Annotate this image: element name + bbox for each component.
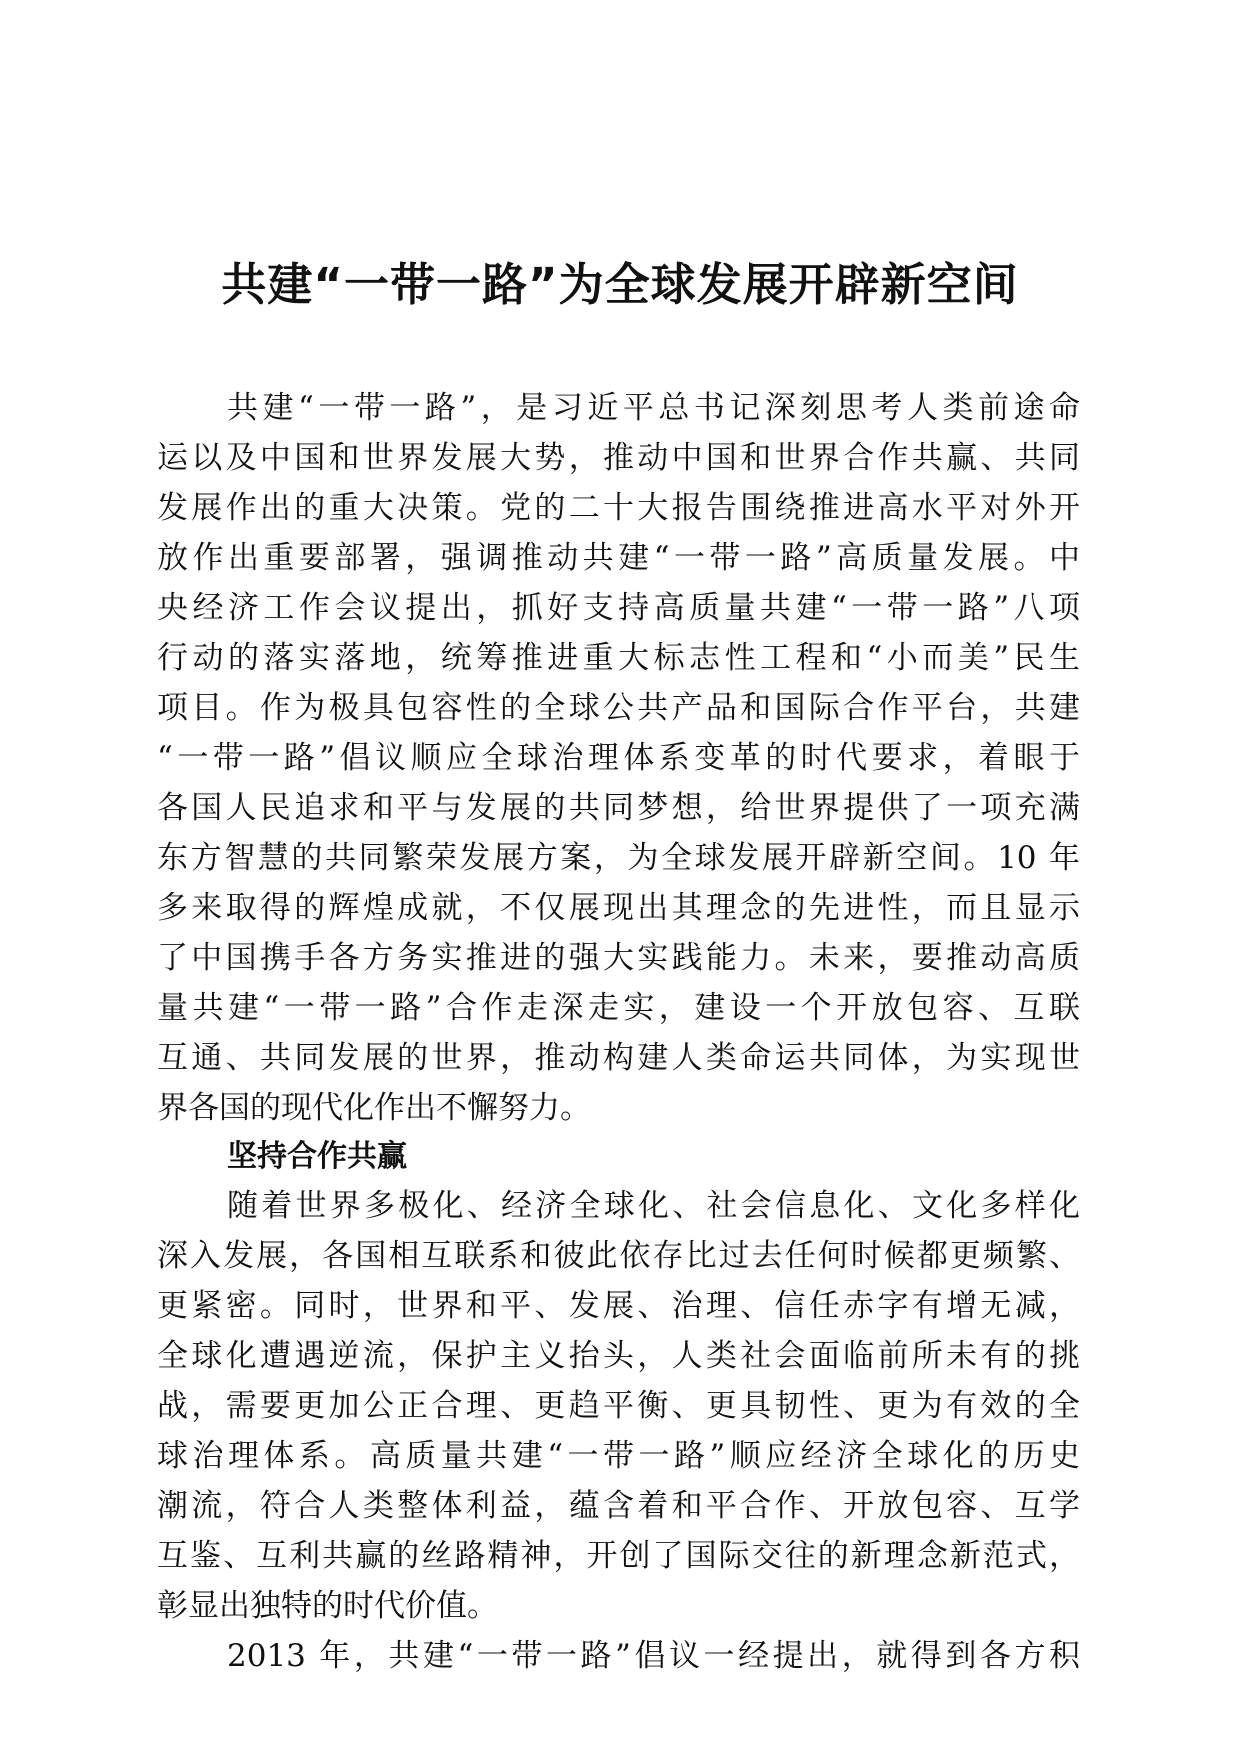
text-line: 互鉴、互利共赢的丝路精神，开创了国际交往的新理念新范式，: [157, 1538, 1080, 1574]
text-line: 互通、共同发展的世界，推动构建人类命运共同体，为实现世: [157, 1040, 1080, 1076]
text-line: 项目。作为极具包容性的全球公共产品和国际合作平台，共建: [157, 690, 1080, 726]
text-line: 发展作出的重大决策。党的二十大报告围绕推进高水平对外开: [157, 490, 1080, 526]
document-body: [157, 383, 1080, 1681]
text-line: 潮流，符合人类整体利益，蕴含着和平合作、开放包容、互学: [157, 1488, 1080, 1524]
text-line: 共建“一带一路”，是习近平总书记深刻思考人类前途命: [227, 390, 1080, 426]
section-heading: 坚持合作共赢: [227, 1139, 407, 1174]
text-line: 运以及中国和世界发展大势，推动中国和世界合作共赢、共同: [157, 440, 1080, 476]
section-paragraph: [157, 1181, 1080, 1631]
text-line: 放作出重要部署，强调推动共建“一带一路”高质量发展。中: [157, 540, 1080, 576]
text-line: 行动的落实落地，统筹推进重大标志性工程和“小而美”民生: [157, 640, 1080, 676]
text-line: 东方智慧的共同繁荣发展方案，为全球发展开辟新空间。10 年: [157, 840, 1080, 876]
text-line: 彰显出独特的时代价值。: [157, 1588, 498, 1624]
text-line: 深入发展，各国相互联系和彼此依存比过去任何时候都更频繁、: [157, 1238, 1080, 1274]
text-line: 战，需要更加公正合理、更趋平衡、更具韧性、更为有效的全: [157, 1388, 1080, 1424]
closing-paragraph: [157, 1631, 1080, 1681]
text-line: 了中国携手各方务实推进的强大实践能力。未来，要推动高质: [157, 940, 1080, 976]
text-line: 多来取得的辉煌成就，不仅展现出其理念的先进性，而且显示: [157, 890, 1080, 926]
intro-paragraph: [157, 383, 1080, 1133]
text-line: 央经济工作会议提出，抓好支持高质量共建“一带一路”八项: [157, 590, 1080, 626]
text-line: 球治理体系。高质量共建“一带一路”顺应经济全球化的历史: [157, 1438, 1080, 1474]
text-line: 界各国的现代化作出不懈努力。: [157, 1090, 591, 1126]
text-line: 全球化遭遇逆流，保护主义抬头，人类社会面临前所未有的挑: [157, 1338, 1080, 1374]
text-line: “一带一路”倡议顺应全球治理体系变革的时代要求，着眼于: [157, 740, 1080, 776]
text-line: 各国人民追求和平与发展的共同梦想，给世界提供了一项充满: [157, 790, 1080, 826]
text-line: 更紧密。同时，世界和平、发展、治理、信任赤字有增无减，: [157, 1288, 1080, 1324]
text-line: 量共建“一带一路”合作走深走实，建设一个开放包容、互联: [157, 990, 1080, 1026]
text-line: 2013 年，共建“一带一路”倡议一经提出，就得到各方积: [227, 1638, 1080, 1674]
document-title: 共建“一带一路”为全球发展开辟新空间: [221, 258, 1019, 311]
text-line: 随着世界多极化、经济全球化、社会信息化、文化多样化: [227, 1188, 1080, 1224]
